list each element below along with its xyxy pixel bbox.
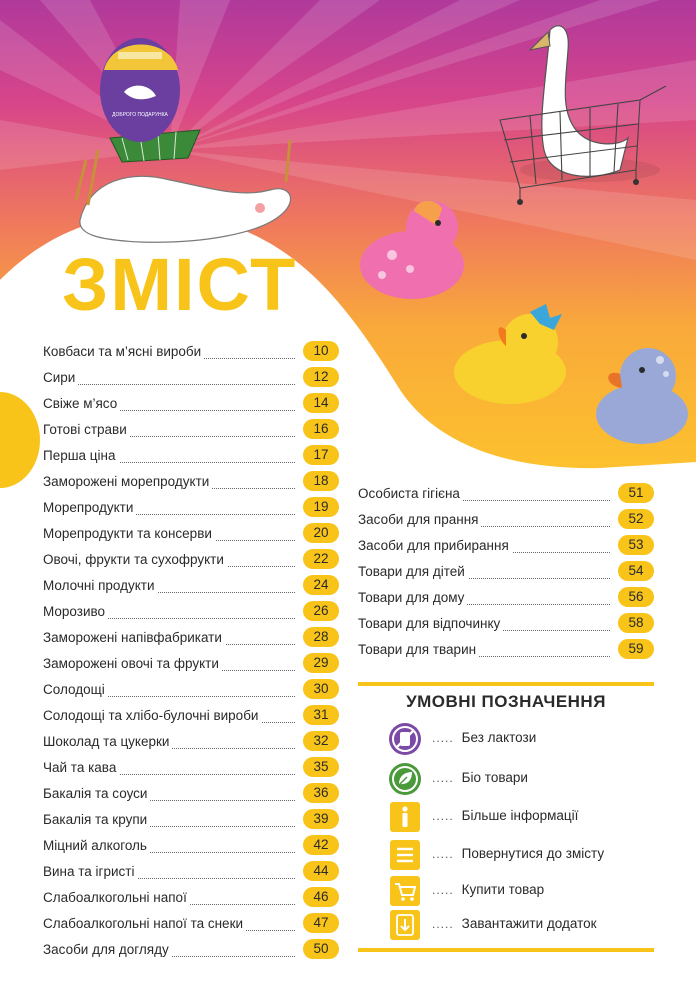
toc-item-label: Слабоалкогольні напої та снеки [43, 916, 246, 931]
toc-item-label: Вина та ігристі [43, 864, 137, 879]
toc-item[interactable] [43, 652, 339, 676]
toc-page-number[interactable]: 39 [303, 809, 339, 829]
toc-item[interactable] [43, 938, 339, 962]
info-icon [388, 800, 422, 834]
toc-item-label: Свіже м’ясо [43, 396, 120, 411]
legend-item-info [388, 800, 658, 834]
toc-item[interactable] [43, 730, 339, 754]
toc-item-label: Ковбаси та м’ясні вироби [43, 344, 204, 359]
toc-page-number[interactable]: 42 [303, 835, 339, 855]
toc-item[interactable] [43, 340, 339, 364]
toc-item[interactable] [43, 366, 339, 390]
toc-item[interactable] [43, 808, 339, 832]
toc-page-number[interactable]: 26 [303, 601, 339, 621]
toc-page-number[interactable]: 56 [618, 587, 654, 607]
toc-item-label: Засоби для догляду [43, 942, 172, 957]
toc-item-label: Слабоалкогольні напої [43, 890, 190, 905]
toc-item[interactable] [43, 678, 339, 702]
toc-item-label: Морепродукти та консерви [43, 526, 215, 541]
legend-leader: ..... [432, 883, 454, 897]
toc-page-number[interactable]: 20 [303, 523, 339, 543]
goose-cart-illustration [490, 20, 670, 210]
toc-item[interactable] [43, 600, 339, 624]
toc-page-number[interactable]: 47 [303, 913, 339, 933]
toc-page-number[interactable]: 24 [303, 575, 339, 595]
toc-item-label: Особиста гігієна [358, 486, 463, 501]
toc-item-label: Молочні продукти [43, 578, 158, 593]
toc-item[interactable] [358, 534, 654, 558]
toc-item[interactable] [43, 392, 339, 416]
toc-page-number[interactable]: 35 [303, 757, 339, 777]
toc-page-number[interactable]: 31 [303, 705, 339, 725]
toc-page-number[interactable]: 29 [303, 653, 339, 673]
toc-item-label: Шоколад та цукерки [43, 734, 172, 749]
toc-page-number[interactable]: 46 [303, 887, 339, 907]
legend-label: Без лактози [461, 730, 537, 745]
toc-page-number[interactable]: 16 [303, 419, 339, 439]
toc-page-number[interactable]: 51 [618, 483, 654, 503]
legend-leader: ..... [432, 847, 454, 861]
toc-item-label: Заморожені овочі та фрукти [43, 656, 222, 671]
toc-page-number[interactable]: 10 [303, 341, 339, 361]
toc-page-number[interactable]: 58 [618, 613, 654, 633]
pink-duck [352, 195, 472, 305]
toc-item[interactable] [43, 912, 339, 936]
yellow-duck [450, 300, 580, 410]
toc-item-label: Засоби для прання [358, 512, 481, 527]
toc-page-number[interactable]: 17 [303, 445, 339, 465]
egg-label: ДОБРОГО ПОДАРУНКА [112, 112, 168, 118]
legend-leader: ..... [432, 917, 454, 931]
toc-item-label: Заморожені напівфабрикати [43, 630, 225, 645]
bio-icon [388, 762, 422, 796]
legend-item-download [388, 908, 658, 942]
toc-item[interactable] [43, 626, 339, 650]
toc-item[interactable] [358, 612, 654, 636]
legend-label: Повернутися до змісту [461, 846, 605, 861]
toc-leader-dots [43, 384, 295, 385]
toc-item-label: Товари для відпочинку [358, 616, 503, 631]
toc-item-label: Перша ціна [43, 448, 119, 463]
toc-page-number[interactable]: 59 [618, 639, 654, 659]
page-title: ЗМІСТ [62, 243, 298, 326]
legend-item-bio [388, 762, 658, 796]
toc-item[interactable] [43, 756, 339, 780]
toc-page-number[interactable]: 54 [618, 561, 654, 581]
toc-item[interactable] [43, 470, 339, 494]
grey-duck [590, 330, 690, 450]
toc-item-label: Засоби для прибирання [358, 538, 512, 553]
legend-label: Більше інформації [461, 808, 579, 823]
lactose-free-icon [388, 722, 422, 756]
legend-label: Біо товари [461, 770, 528, 785]
toc-item-label: Морозиво [43, 604, 108, 619]
toc-item-label: Товари для дітей [358, 564, 468, 579]
legend-label: Купити товар [461, 882, 545, 897]
toc-page-number[interactable]: 30 [303, 679, 339, 699]
toc-item[interactable] [43, 574, 339, 598]
toc-item[interactable] [43, 522, 339, 546]
toc-item[interactable] [43, 886, 339, 910]
toc-page-number[interactable]: 36 [303, 783, 339, 803]
legend-item-cart [388, 874, 658, 908]
toc-item[interactable] [43, 860, 339, 884]
legend-leader: ..... [432, 771, 454, 785]
toc-item[interactable] [358, 482, 654, 506]
legend-label: Завантажити додаток [461, 916, 597, 931]
toc-item-label: Солодощі [43, 682, 108, 697]
toc-item-label: Овочі, фрукти та сухофрукти [43, 552, 227, 567]
toc-item[interactable] [43, 782, 339, 806]
toc-item[interactable] [358, 638, 654, 662]
cart-icon [388, 874, 422, 908]
toc-page-number[interactable]: 52 [618, 509, 654, 529]
toc-item[interactable] [43, 418, 339, 442]
toc-item-label: Бакалія та крупи [43, 812, 150, 827]
toc-item-label: Товари для тварин [358, 642, 479, 657]
toc-item[interactable] [43, 548, 339, 572]
legend-item-back [388, 838, 658, 872]
download-icon [388, 908, 422, 942]
toc-item-label: Готові страви [43, 422, 130, 437]
toc-item-label: Сири [43, 370, 78, 385]
legend-leader: ..... [432, 731, 454, 745]
goose-egg-illustration [60, 30, 320, 250]
toc-item-label: Бакалія та соуси [43, 786, 150, 801]
toc-item[interactable] [43, 444, 339, 468]
toc-page-number[interactable]: 28 [303, 627, 339, 647]
toc-item-label: Морепродукти [43, 500, 136, 515]
legend-title: УМОВНІ ПОЗНАЧЕННЯ [406, 692, 606, 711]
toc-page-number[interactable]: 14 [303, 393, 339, 413]
toc-item[interactable] [358, 560, 654, 584]
toc-page-number[interactable]: 12 [303, 367, 339, 387]
toc-page-number[interactable]: 22 [303, 549, 339, 569]
toc-page-number[interactable]: 19 [303, 497, 339, 517]
legend-item-lactose-free [388, 722, 658, 756]
toc-item[interactable] [358, 508, 654, 532]
toc-page-number[interactable]: 50 [303, 939, 339, 959]
toc-page-number[interactable]: 18 [303, 471, 339, 491]
toc-item[interactable] [358, 586, 654, 610]
legend-top-bar [358, 682, 654, 686]
toc-item-label: Чай та кава [43, 760, 119, 775]
toc-item-label: Товари для дому [358, 590, 467, 605]
legend-leader: ..... [432, 809, 454, 823]
toc-page-number[interactable]: 53 [618, 535, 654, 555]
toc-page-number[interactable]: 32 [303, 731, 339, 751]
toc-page-number[interactable]: 44 [303, 861, 339, 881]
toc-item-label: Міцний алкоголь [43, 838, 150, 853]
toc-item[interactable] [43, 834, 339, 858]
toc-item-label: Солодощі та хлібо-булочні вироби [43, 708, 261, 723]
toc-item[interactable] [43, 496, 339, 520]
back-to-contents-icon [388, 838, 422, 872]
toc-item[interactable] [43, 704, 339, 728]
legend-bottom-bar [358, 948, 654, 952]
toc-item-label: Заморожені морепродукти [43, 474, 212, 489]
